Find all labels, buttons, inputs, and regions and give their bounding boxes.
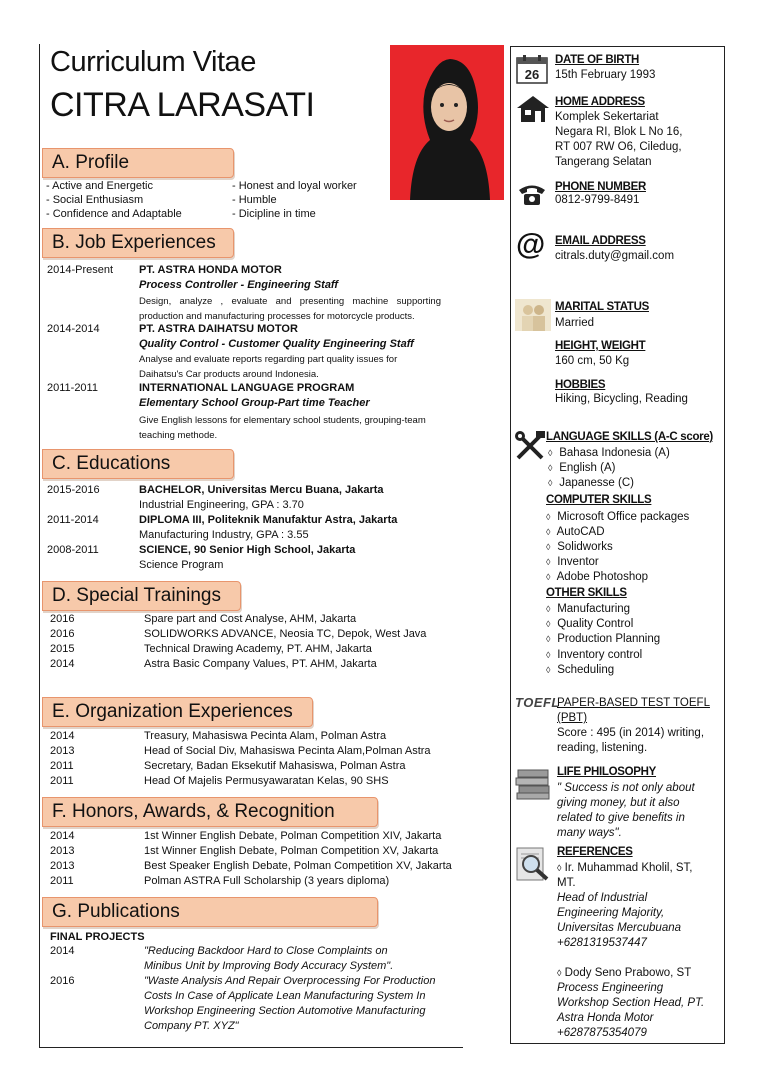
reference-line: Universitas Mercubuana <box>557 922 682 934</box>
magnifier-icon <box>515 846 551 887</box>
person-name: CITRA LARASATI <box>50 86 315 124</box>
profile-trait: - Humble <box>232 194 277 206</box>
language-item: ◊ English (A) <box>548 462 616 474</box>
phone-value: 0812-9799-8491 <box>555 194 640 206</box>
address-label: HOME ADDRESS <box>555 96 645 108</box>
job-role: Elementary School Group-Part time Teacher <box>139 397 370 409</box>
philosophy-label: LIFE PHILOSOPHY <box>557 766 657 778</box>
profile-trait: - Honest and loyal worker <box>232 180 357 192</box>
computer-item: ◊ Inventor <box>546 556 599 568</box>
computer-item: ◊ Microsoft Office packages <box>546 511 690 523</box>
other-skill-item: ◊ Manufacturing <box>546 603 631 615</box>
address-line: RT 007 RW O6, Ciledug, <box>555 141 682 153</box>
profile-trait: - Dicipline in time <box>232 208 316 220</box>
section-job: B. Job Experiences <box>42 228 234 258</box>
section-publications: G. Publications <box>42 897 378 927</box>
other-skill-item: ◊ Inventory control <box>546 649 643 661</box>
phone-label: PHONE NUMBER <box>555 181 646 193</box>
job-role: Quality Control - Customer Quality Engineering Staff <box>139 338 414 350</box>
calendar-icon <box>516 54 548 89</box>
reference-line: Process Engineering <box>557 982 664 994</box>
section-honors: F. Honors, Awards, & Recognition <box>42 797 378 827</box>
edu-school: SCIENCE, 90 Senior High School, Jakarta <box>139 544 356 556</box>
profile-trait: - Confidence and Adaptable <box>46 208 182 220</box>
profile-trait: - Social Enthusiasm <box>46 194 144 206</box>
height-weight-value: 160 cm, 50 Kg <box>555 355 630 367</box>
reference-line: ◊ Dody Seno Prabowo, ST <box>557 967 692 979</box>
reference-line: Head of Industrial <box>557 892 648 904</box>
edu-school: DIPLOMA III, Politeknik Manufaktur Astra, Jakarta <box>139 514 398 526</box>
edu-detail: Manufacturing Industry, GPA : 3.55 <box>139 529 309 541</box>
address-line: Negara RI, Blok L No 16, <box>555 126 683 138</box>
toefl-score: reading, listening. <box>557 742 648 754</box>
edu-school: BACHELOR, Universitas Mercu Buana, Jakarta <box>139 484 384 496</box>
job-desc: Design, analyze , evaluate and presenting machine supporting production and manufacturing processes for motorcycle products. <box>139 296 441 322</box>
section-organizations: E. Organization Experiences <box>42 697 313 727</box>
profile-trait: - Active and Energetic <box>46 180 154 192</box>
hobbies-label: HOBBIES <box>555 379 606 391</box>
publication-title: "Reducing Backdoor Hard to Close Complaints on Minibus Unit by Improving Body Accuracy System". <box>144 945 394 972</box>
toefl-label: PAPER-BASED TEST TOEFL <box>557 697 710 709</box>
other-skills-label: OTHER SKILLS <box>546 587 627 599</box>
job-company: PT. ASTRA DAIHATSU MOTOR <box>139 323 298 335</box>
tools-icon <box>514 430 546 467</box>
reference-phone: +6287875354079 <box>557 1027 647 1039</box>
job-company: INTERNATIONAL LANGUAGE PROGRAM <box>139 382 355 394</box>
dob-value: 15th February 1993 <box>555 69 656 81</box>
svg-text:26: 26 <box>524 67 540 82</box>
toefl-logo-icon: TOEFL <box>515 695 560 710</box>
job-period: 2011-2011 <box>47 382 98 394</box>
job-company: PT. ASTRA HONDA MOTOR <box>139 264 282 276</box>
publication-title: "Waste Analysis And Repair Overprocessing For Production Costs In Case of Applicate Lean Manufacturing System In Workshop Engineering Section Automotive Manufacturing Company PT. XYZ" <box>144 975 436 1032</box>
reference-line: Engineering Majority, <box>557 907 665 919</box>
books-icon <box>515 766 551 805</box>
philosophy-line: many ways". <box>557 827 622 839</box>
hobbies-value: Hiking, Bicycling, Reading <box>555 393 688 405</box>
cv-title: Curriculum Vitae <box>50 46 256 78</box>
job-role: Process Controller - Engineering Staff <box>139 279 339 291</box>
philosophy-line: related to give benefits in <box>557 812 685 824</box>
philosophy-line: giving money, but it also <box>557 797 680 809</box>
computer-item: ◊ Adobe Photoshop <box>546 571 649 583</box>
reference-phone: +6281319537447 <box>557 937 647 949</box>
other-skill-item: ◊ Production Planning <box>546 633 661 645</box>
philosophy-line: " Success is not only about <box>557 782 695 794</box>
dob-label: DATE OF BIRTH <box>555 54 640 66</box>
address-line: Komplek Sekertariat <box>555 111 659 123</box>
profile-photo <box>390 45 504 200</box>
other-skill-item: ◊ Scheduling <box>546 664 615 676</box>
marital-label: MARITAL STATUS <box>555 301 649 313</box>
couple-icon <box>515 299 551 336</box>
home-icon <box>516 95 550 128</box>
section-trainings: D. Special Trainings <box>42 581 241 611</box>
publications-label: FINAL PROJECTS <box>50 931 145 943</box>
email-value: citrals.duty@gmail.com <box>555 250 675 262</box>
computer-item: ◊ AutoCAD <box>546 526 605 538</box>
reference-line: Astra Honda Motor <box>557 1012 654 1024</box>
reference-line: Workshop Section Head, PT. <box>557 997 705 1009</box>
edu-period: 2008-2011 <box>47 544 99 556</box>
language-item: ◊ Bahasa Indonesia (A) <box>548 447 670 459</box>
toefl-score: Score : 495 (in 2014) writing, <box>557 727 705 739</box>
email-label: EMAIL ADDRESS <box>555 235 646 247</box>
edu-detail: Science Program <box>139 559 224 571</box>
phone-icon <box>517 182 547 211</box>
bottom-rule <box>39 1047 463 1048</box>
edu-period: 2011-2014 <box>47 514 99 526</box>
job-desc: Analyse and evaluate reports regarding part quality issues for Daihatsu's Car products around Indonesia. <box>139 354 398 380</box>
reference-line: ◊ Ir. Muhammad Kholil, ST, <box>557 862 693 874</box>
left-rule <box>39 44 40 1048</box>
reference-line: MT. <box>557 877 576 889</box>
computer-item: ◊ Solidworks <box>546 541 613 553</box>
height-weight-label: HEIGHT, WEIGHT <box>555 340 646 352</box>
language-label: LANGUAGE SKILLS (A-C score) <box>546 431 713 443</box>
references-label: REFERENCES <box>557 846 633 858</box>
edu-period: 2015-2016 <box>47 484 100 496</box>
email-at-icon: @ <box>516 228 546 261</box>
other-skill-item: ◊ Quality Control <box>546 618 634 630</box>
section-profile: A. Profile <box>42 148 234 178</box>
edu-detail: Industrial Engineering, GPA : 3.70 <box>139 499 304 511</box>
marital-value: Married <box>555 317 594 329</box>
job-period: 2014-2014 <box>47 323 100 335</box>
address-line: Tangerang Selatan <box>555 156 652 168</box>
job-desc: Give English lessons for elementary school students, grouping-team teaching methode. <box>139 415 426 441</box>
computer-label: COMPUTER SKILLS <box>546 494 652 506</box>
toefl-label-2: (PBT) <box>557 712 588 724</box>
job-period: 2014-Present <box>47 264 114 276</box>
section-educations: C. Educations <box>42 449 234 479</box>
language-item: ◊ Japanesse (C) <box>548 477 634 489</box>
